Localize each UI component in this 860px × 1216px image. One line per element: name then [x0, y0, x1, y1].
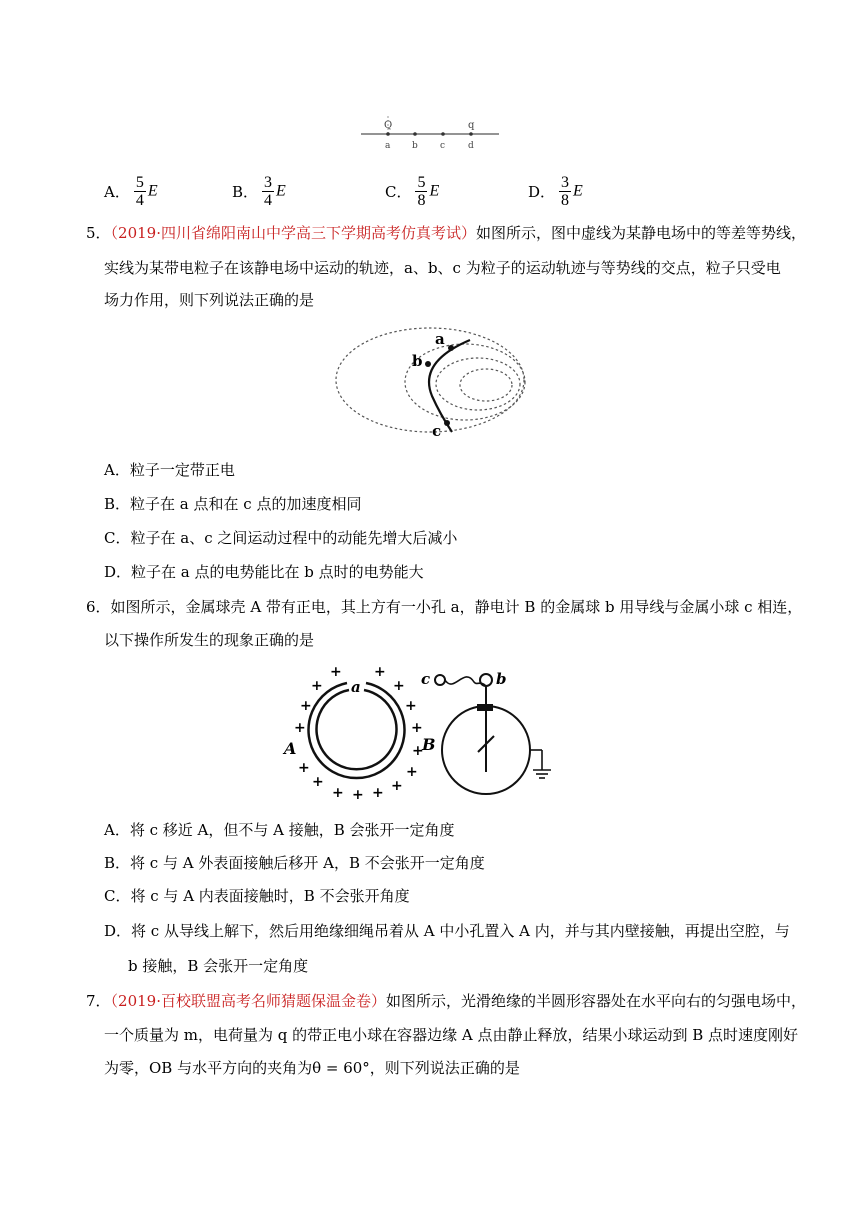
q5-stem-line1: [86, 223, 806, 243]
q4-label-a: a: [385, 141, 391, 151]
svg-text:+: +: [411, 720, 423, 736]
q5-stem-line3: 场力作用，则下列说法正确的是: [104, 291, 315, 309]
svg-text:+: +: [412, 743, 424, 759]
q4-label-c: c: [440, 141, 446, 151]
q6-shell-inner: [317, 690, 397, 769]
q7-stem-line2: 一个质量为 m，电荷量为 q 的带正电小球在容器边缘 A 点由静止释放，结果小球运动到 B 点时速度刚好: [104, 1026, 799, 1044]
q6-option-a[interactable]: A．将 c 移近 A，但不与 A 接触，B 会张开一定角度: [104, 821, 455, 839]
unit-E: E: [573, 182, 583, 200]
q4-label-Q: Q: [384, 120, 393, 131]
q7-stem-line3: 为零，OB 与水平方向的夹角为θ = 60°，则下列说法正确的是: [104, 1059, 520, 1077]
q5-label-a: a: [435, 330, 445, 348]
svg-text:+: +: [372, 785, 384, 801]
svg-text:+: +: [405, 698, 417, 714]
unit-E: E: [429, 182, 440, 200]
q4-point-a: [386, 132, 390, 136]
option-label: A．: [104, 183, 130, 201]
q4-option-b[interactable]: [232, 174, 286, 209]
q5-number: 5．: [86, 224, 111, 242]
q5-option-a[interactable]: A．粒子一定带正电: [104, 461, 235, 479]
fraction: $\frac{5}{4}$: [135, 174, 144, 209]
q5-label-b: b: [412, 352, 423, 370]
q6-option-b[interactable]: B．将 c 与 A 外表面接触后移开 A，B 不会张开一定角度: [104, 854, 485, 872]
q5-stem-line2: 实线为某带电粒子在该静电场中运动的轨迹，a、b、c 为粒子的运动轨迹与等势线的交点，粒子只受电: [104, 259, 781, 277]
q6-ball-c: [435, 675, 445, 685]
unit-E: E: [276, 182, 286, 200]
q5-text1: 如图所示，图中虚线为某静电场中的等差等势线，: [476, 224, 807, 242]
svg-text:+: +: [300, 698, 312, 714]
q4-label-b: b: [412, 141, 418, 151]
q6-text1: 如图所示，金属球壳 A 带有正电，其上方有一小孔 a，静电计 B 的金属球 b 用导线与金属小球 c 相连，: [110, 598, 803, 616]
unit-E: E: [147, 182, 158, 200]
option-label: B．: [232, 183, 259, 201]
q5-point-c: [444, 420, 450, 426]
q7-source: （2019·百校联盟高考名师猜题保温金卷）: [110, 992, 386, 1010]
fraction: $\frac{5}{8}$: [417, 174, 426, 209]
q6-label-b: b: [496, 670, 507, 688]
q6-label-A: A: [284, 739, 297, 758]
q6-stem-line1: [86, 597, 802, 617]
q4-point-d: [469, 132, 473, 136]
q4-label-q: q: [468, 120, 475, 131]
q4-point-c: [441, 132, 445, 136]
svg-text:+: +: [298, 760, 310, 776]
q6-option-d-cont: b 接触，B 会张开一定角度: [128, 957, 309, 975]
q4-option-a[interactable]: [104, 174, 158, 209]
q4-option-c[interactable]: [385, 174, 439, 209]
option-label: C．: [385, 183, 412, 201]
q5-option-d[interactable]: D．粒子在 a 点的电势能比在 b 点时的电势能大: [104, 563, 424, 581]
q4-point-b: [413, 132, 417, 136]
q5-option-c[interactable]: C．粒子在 a、c 之间运动过程中的动能先增大后减小: [104, 529, 458, 547]
q5-point-b: [425, 361, 431, 367]
q5-source: （2019·四川省绵阳南山中学高三下学期高考仿真考试）: [110, 224, 476, 242]
svg-text:+: +: [393, 678, 405, 694]
q6-stem-line2: 以下操作所发生的现象正确的是: [104, 631, 315, 649]
option-label: D．: [528, 183, 556, 201]
q5-equipotential-4: [460, 369, 512, 401]
q6-option-c[interactable]: C．将 c 与 A 内表面接触时，B 不会张开角度: [104, 887, 410, 905]
q5-label-c: c: [432, 422, 442, 440]
q6-shell-electroscope-figure: [278, 660, 568, 805]
q7-stem-line1: [86, 991, 806, 1011]
q5-option-b[interactable]: B．粒子在 a 点和在 c 点的加速度相同: [104, 495, 362, 513]
q6-label-a: a: [351, 678, 361, 696]
q5-equipotential-3: [436, 358, 520, 410]
q6-shell-outer: [309, 683, 405, 778]
fraction: $\frac{3}{8}$: [561, 174, 570, 209]
svg-text:+: +: [391, 778, 403, 794]
q7-text1: 如图所示，光滑绝缘的半圆形容器处在水平向右的匀强电场中，: [386, 992, 807, 1010]
q6-label-B: B: [422, 735, 436, 754]
svg-text:+: +: [332, 785, 344, 801]
q6-number: 6．: [86, 598, 111, 616]
svg-text:+: +: [374, 664, 386, 680]
q4-option-d[interactable]: [528, 174, 583, 209]
svg-text:+: +: [352, 787, 364, 803]
q4-label-d: d: [468, 141, 474, 151]
q6-label-c: c: [421, 670, 431, 688]
q5-point-a: [448, 345, 454, 351]
q5-trajectory: [429, 340, 470, 432]
q6-option-d[interactable]: D．将 c 从导线上解下，然后用绝缘细绳吊着从 A 中小孔置入 A 内，并与其内壁接触，再提出空腔，与: [104, 922, 790, 940]
svg-text:+: +: [312, 774, 324, 790]
svg-text:+: +: [406, 764, 418, 780]
q5-equipotential-figure: [330, 322, 530, 440]
svg-text:+: +: [294, 720, 306, 736]
fraction: $\frac{3}{4}$: [264, 174, 273, 209]
svg-text:+: +: [311, 678, 323, 694]
q4-charge-line-figure: [355, 112, 505, 154]
q7-number: 7．: [86, 992, 111, 1010]
svg-text:+: +: [330, 664, 342, 680]
